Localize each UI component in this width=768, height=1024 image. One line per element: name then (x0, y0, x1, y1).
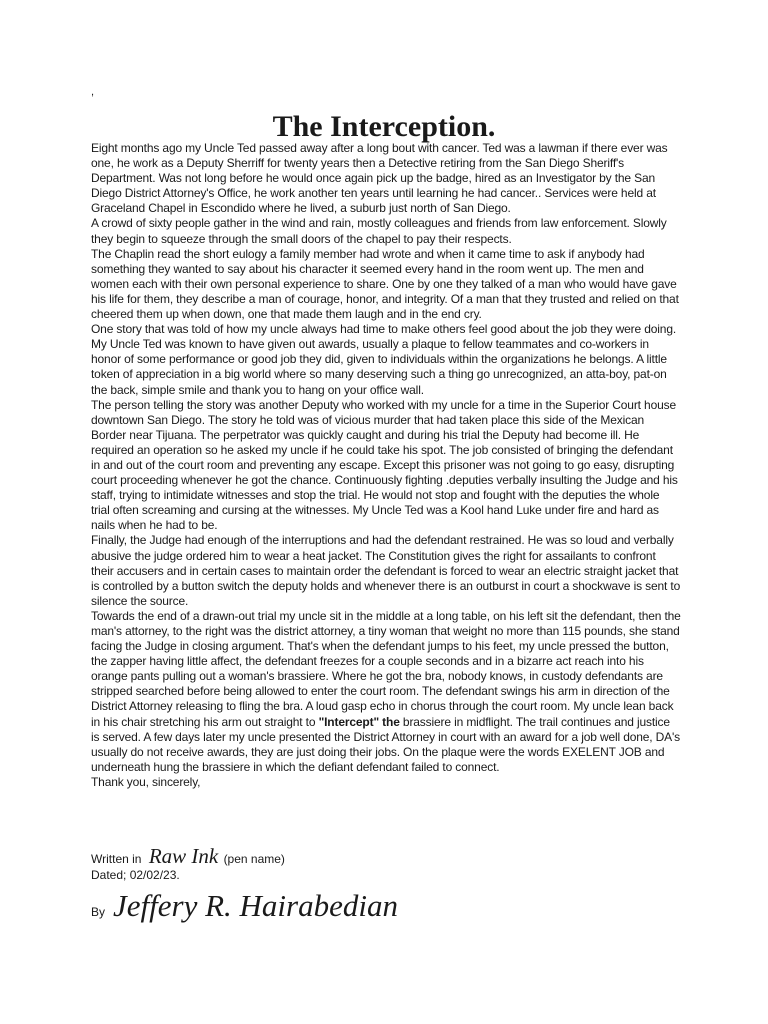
paragraph-1: Eight months ago my Uncle Ted passed away after a long bout with cancer. Ted was a lawman if there ever was one, he work as a Deputy Sherriff for twenty years then a Detective retiring from the San Diego Sheriff's Department. Was not long before he would once again pick up the badge, hired as an Investigator by the San Diego District Attorney's Office, he work another ten years until learning he had cancer.. Services were held at Graceland Chapel in Escondido where he lived, a suburb just north of San Diego. (91, 141, 668, 216)
by-label: By (91, 905, 106, 919)
paragraph-5: The person telling the story was another Deputy who worked with my uncle for a time in the Superior Court house downtown San Diego. The story he told was of vicious murder that had taken place this side of the Mexican Border near Tijuana. The perpetrator was quickly caught and during his trial the Deputy had become ill. He required an operation so he asked my uncle if he could take his spot. The job consisted of bringing the defendant in and out of the court room and preventing any escape. Except this prisoner was not going to go easy, disrupting court proceeding whenever he got the chance. Continuously fighting .deputies verbally insulting the Judge and his staff, trying to intimidate witnesses and stop the trial. He would not stop and fought with the deputies the whole trial often screaming and cursing at the witnesses. My Uncle Ted was a Kool hand Luke under fire and hard as nails when he had to be. (91, 397, 678, 533)
date-line: Dated; 02/02/23. (91, 868, 180, 882)
document-title: The Interception. (272, 110, 496, 143)
written-in-line (91, 844, 285, 871)
byline (91, 886, 398, 932)
closing-line: Thank you, sincerely, (91, 774, 201, 789)
paragraph-6: Finally, the Judge had enough of the interruptions and had the defendant restrained. He was so loud and verbally abusive the judge ordered him to wear a heat jacket. The Constitution gives the right for assailants to confront their accusers and in certain cases to maintain order the defendant is forced to wear an electric straight jacket that is controlled by a button switch the deputy holds and whenever there is an outburst in court a shockwave is sent to silence the source. (91, 533, 681, 608)
written-in-label: Written in (91, 852, 142, 866)
stray-mark: , (91, 86, 95, 98)
paragraph-7 (91, 609, 681, 775)
paragraph-2: A crowd of sixty people gather in the wind and rain, mostly colleagues and friends from law enforcement. Slowly they begin to squeeze through the small doors of the chapel to pay their respects. (91, 216, 667, 246)
paragraph-7-text: Towards the end of a drawn-out trial my uncle sit in the middle at a long table, on his left sit the defendant, then the man's attorney, to the right was the district attorney, a tiny woman that weight no more than 115 pounds, she stand facing the Judge in closing argument. That's when the defendant jumps to his feet, my uncle pressed the button, the zapper having little affect, the defendant freezes for a couple seconds and in a bizarre act reach into his orange pants pulling out a woman's brassiere. Where he got the bra, nobody knows, in custody defendants are stripped searched before being allowed to enter the court room. The defendant swings his arm in direction of the District Attorney releasing to fling the bra. A loud gasp echo in chorus through the court room. My uncle lean back in his chair stretching his arm out straight to (91, 608, 681, 729)
paragraph-7-rest: brassiere in midflight. The trail continues and justice is served. A few days later my uncle presented the District Attorney in court with an award for a job well done, DA's usually do not receive awards, they are just doing their jobs. On the plaque were the words EXELENT JOB and underneath hung the brassiere in which the defiant defendant failed to connect. (91, 714, 681, 774)
paragraph-4: One story that was told of how my uncle always had time to make others feel good about the job they were doing. My Uncle Ted was known to have given out awards, usually a plaque to fellow teammates and co-workers in honor of some performance or good job they did, given to individuals within the organizations he belongs. A little token of appreciation in a big world where so many deserving such a thing go unrecognized, an atta-boy, pat-on the back, simple smile and thank you to hang on your office wall. (91, 322, 677, 397)
pen-name-note: (pen name) (223, 852, 285, 866)
pen-name: Raw Ink (148, 844, 219, 868)
intercept-emphasis: "Intercept" the (318, 714, 400, 729)
story-body (91, 141, 681, 790)
author-name: Jeffery R. Hairabedian (113, 888, 398, 923)
paragraph-3: The Chaplin read the short eulogy a family member had wrote and when it came time to ask if anybody had something they wanted to say about his character it seemed every hand in the room went up. The men and women each with their own personal experience to share. One by one they talked of a man who would have gave his life for them, they describe a man of courage, honor, and integrity. Of a man that they trusted and relied on that cheered them up when down, one that made them laugh and in the end cry. (91, 246, 679, 322)
